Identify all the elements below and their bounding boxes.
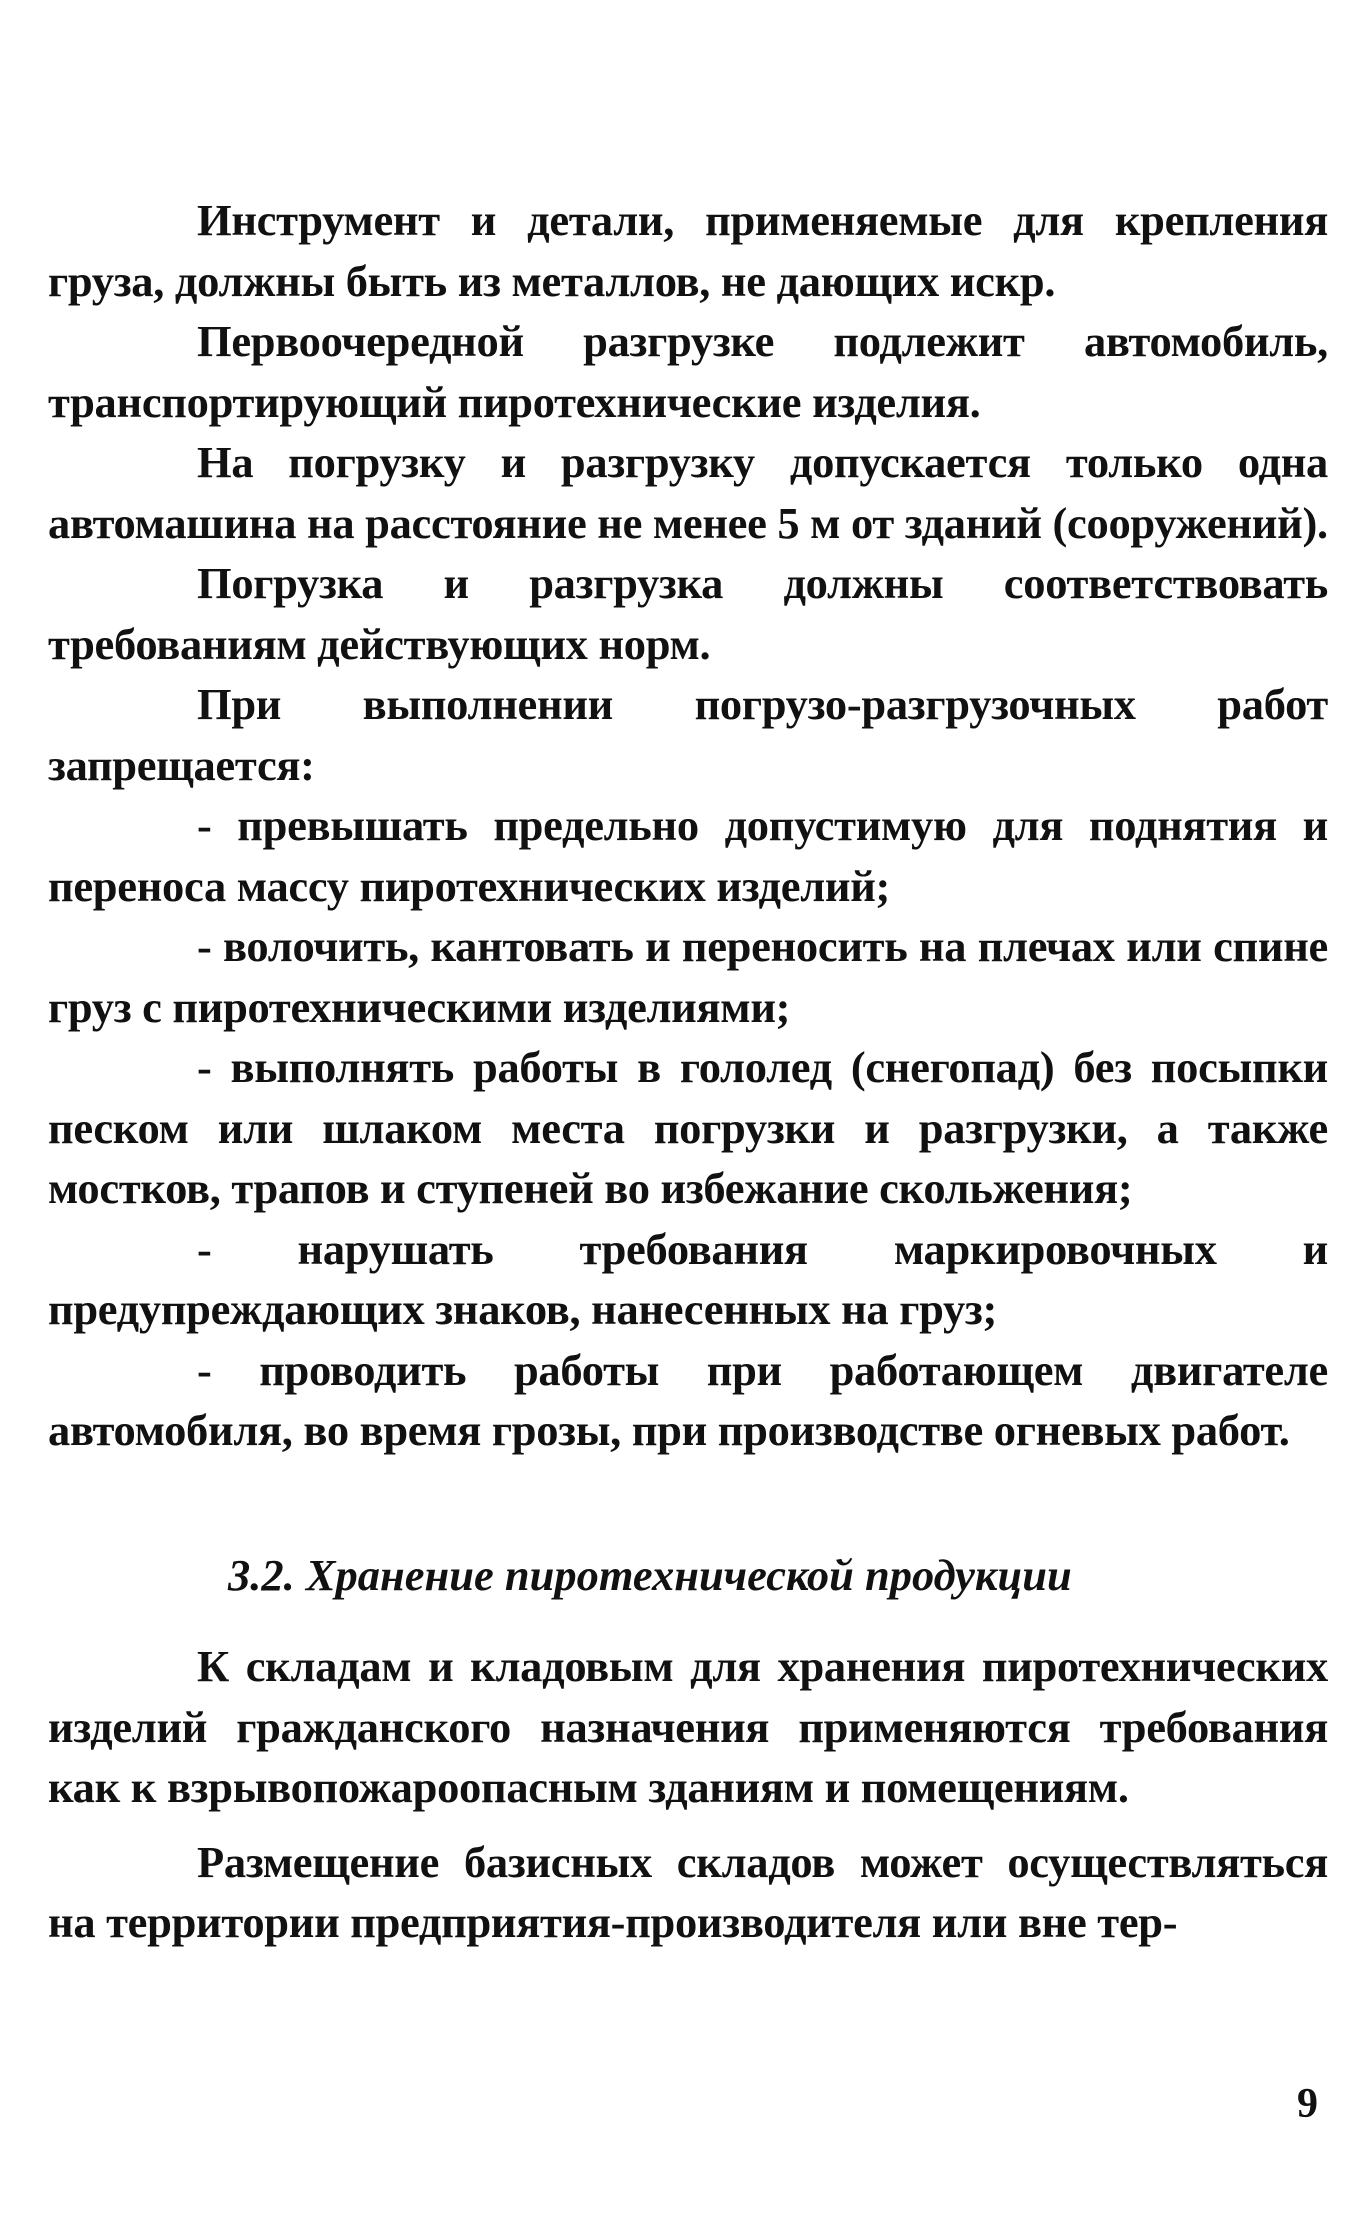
paragraph: Погрузка и разгрузка должны соответствовать требованиям действующих норм.	[48, 558, 1328, 669]
paragraph: На погрузку и разгрузку допускается только одна автомашина на расстояние не менее 5 м от зданий (сооружений).	[48, 437, 1328, 548]
paragraph: При выполнении погрузо-разгрузочных работ запрещается:	[48, 679, 1328, 790]
list-item: - волочить, кантовать и переносить на плечах или спине груз с пиротехническими изделиями;	[48, 921, 1328, 1032]
list-item: - превышать предельно допустимую для поднятия и переноса массу пиротехнических изделий;	[48, 800, 1328, 911]
list-item: - выполнять работы в гололед (снегопад) без посыпки песком или шлаком места погрузки и разгрузки, а также мостков, трапов и ступеней во избежание скольжения;	[48, 1042, 1328, 1213]
paragraph: Размещение базисных складов может осуществляться на территории предприятия-производителя или вне тер-	[48, 1836, 1328, 1947]
paragraph: Первоочередной разгрузке подлежит автомобиль, транспортирующий пиротехнические изделия.	[48, 316, 1328, 427]
list-item: - нарушать требования маркировочных и предупреждающих знаков, нанесенных на груз;	[48, 1223, 1328, 1334]
body-text-bottom	[48, 1636, 1328, 1967]
body-text-top	[48, 190, 1328, 1461]
list-item: - проводить работы при работающем двигателе автомобиля, во время грозы, при производстве огневых работ.	[48, 1344, 1328, 1455]
section-heading: 3.2. Хранение пиротехнической продукции	[228, 1550, 1072, 1600]
page-number: 9	[1297, 2081, 1318, 2127]
paragraph: К складам и кладовым для хранения пиротехнических изделий гражданского назначения применяются требования как к взрывопожароопасным зданиям и помещениям.	[48, 1641, 1328, 1812]
paragraph: Инструмент и детали, применяемые для крепления груза, должны быть из металлов, не дающих искр.	[48, 195, 1328, 306]
